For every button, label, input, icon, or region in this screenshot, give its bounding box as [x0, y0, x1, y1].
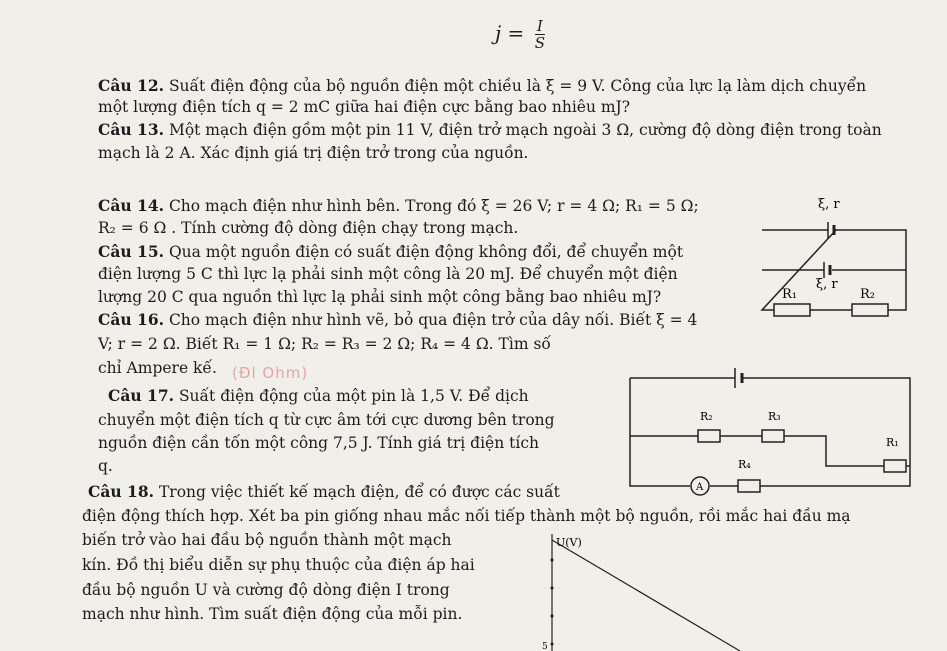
- graph-y-tick: 5: [542, 642, 548, 651]
- q14-r1-label: R₁: [782, 287, 797, 302]
- q13-line-2: mạch là 2 A. Xác định giá trị điện trở trong của nguồn.: [98, 144, 529, 162]
- q17-line-1: Câu 17. Suất điện động của một pin là 1,5 V. Để dịch: [108, 386, 529, 405]
- q15-line-3: lượng 20 C qua nguồn thì lực lạ phải sinh một công bằng bao nhiêu mJ?: [98, 288, 662, 306]
- q16-line-3: chỉ Ampere kế.: [98, 359, 217, 377]
- q16-line-2: V; r = 2 Ω. Biết R₁ = 1 Ω; R₂ = R₃ = 2 Ω; R₄ = 4 Ω. Tìm số: [98, 335, 551, 353]
- q18-line-3: biến trở vào hai đầu bộ nguồn thành một mạch: [82, 531, 452, 549]
- q14-r2-label: R₂: [860, 287, 875, 302]
- q17-line-2: chuyển một điện tích q từ cực âm tới cực dương bên trong: [98, 411, 555, 429]
- q14-top-source-label: ξ, r: [818, 197, 840, 212]
- q18-line-5: đầu bộ nguồn U và cường độ dòng điện I trong: [82, 581, 450, 599]
- q18-line-6: mạch như hình. Tìm suất điện động của mỗi pin.: [82, 605, 463, 623]
- formula-fraction: $\frac{I}{S}$: [534, 17, 545, 52]
- circuit-diagram-q16: [600, 364, 930, 504]
- q17-line-3: nguồn điện cần tốn một công 7,5 J. Tính giá trị điện tích: [98, 434, 539, 452]
- q14-line-2: R₂ = 6 Ω . Tính cường độ dòng điện chạy trong mạch.: [98, 219, 519, 237]
- q14-line-1: Câu 14. Cho mạch điện như hình bên. Trong đó ξ = 26 V; r = 4 Ω; R₁ = 5 Ω;: [98, 196, 699, 215]
- q18-line-2: điện động thích hợp. Xét ba pin giống nhau mắc nối tiếp thành một bộ nguồn, rồi mắc hai đầu mạ: [82, 507, 851, 525]
- q14-mid-source-label: ξ, r: [816, 277, 838, 292]
- q16-r3-label: R₃: [768, 410, 781, 423]
- q18-line-1: Câu 18. Trong việc thiết kế mạch điện, để có được các suất: [88, 482, 560, 501]
- q13-line-1: Câu 13. Một mạch điện gồm một pin 11 V, điện trở mạch ngoài 3 Ω, cường độ dòng điện trong toàn: [98, 120, 882, 139]
- q15-line-2: điện lượng 5 C thì lực lạ phải sinh một công là 20 mJ. Để chuyển một điện: [98, 265, 678, 283]
- graph-y-axis-label: U(V): [556, 536, 582, 549]
- circuit-diagram-q14: [750, 192, 920, 332]
- q16-line-1: Câu 16. Cho mạch điện như hình vẽ, bỏ qua điện trở của dây nối. Biết ξ = 4: [98, 310, 698, 329]
- q16-r4-label: R₄: [738, 458, 751, 471]
- ammeter-label: A: [696, 482, 704, 493]
- q17-line-4: q.: [98, 457, 113, 475]
- handwritten-note: (Đl Ohm): [232, 364, 309, 382]
- q16-r1-label: R₁: [886, 436, 899, 449]
- u-i-graph-q18: [540, 532, 947, 651]
- q16-r2-label: R₂: [700, 410, 713, 423]
- q15-line-1: Câu 15. Qua một nguồn điện có suất điện động không đổi, để chuyển một: [98, 242, 684, 261]
- q18-line-4: kín. Đồ thị biểu diễn sự phụ thuộc của điện áp hai: [82, 556, 475, 574]
- q12-line-2: một lượng điện tích q = 2 mC giữa hai điện cực bằng bao nhiêu mJ?: [98, 98, 631, 116]
- q12-line-1: Câu 12. Suất điện động của bộ nguồn điện một chiều là ξ = 9 V. Công của lực lạ làm dịch chuyển: [98, 76, 867, 95]
- current-density-formula: j = $\frac{I}{S}$: [495, 17, 545, 52]
